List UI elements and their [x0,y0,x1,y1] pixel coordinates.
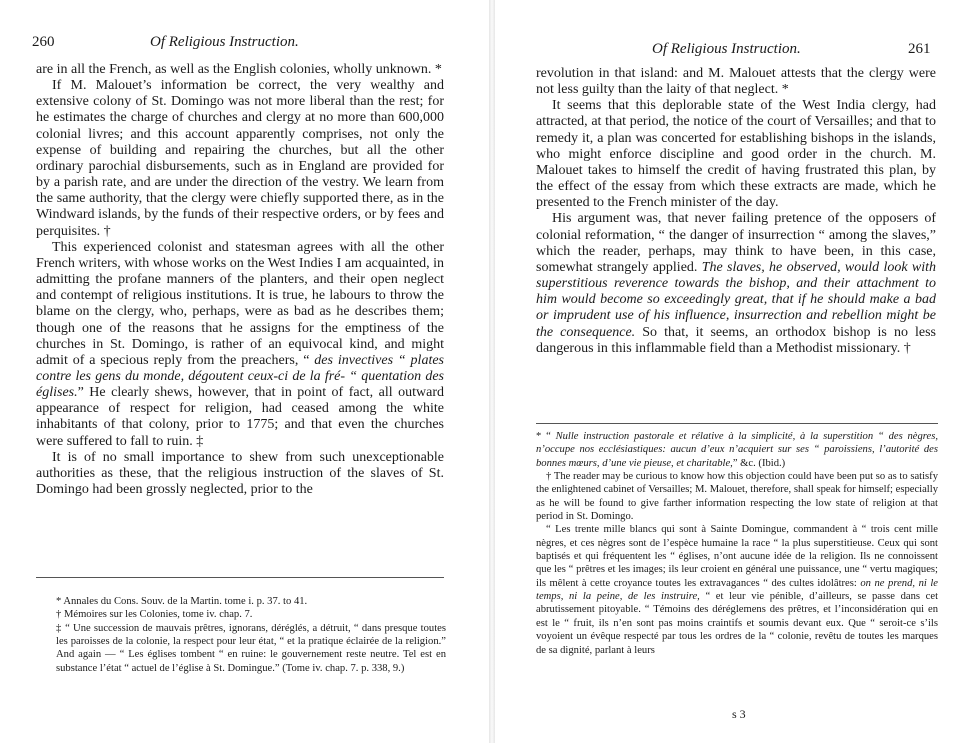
italic-quote: Nulle instruction pastorale et rélative à la simplicité, à la superstition “ des nègres, n’occupe nos ecclésiastiques: aucun d’eux n’acquiert sur ses “ paroissiens, l’autorité des bonnes mœurs, d’une vie pieuse, et charitable, [536,431,938,469]
left-running-title: Of Religious Instruction. [150,34,299,50]
book-gutter [489,0,495,743]
text-run: “ Les trente mille blancs qui sont à Sainte Domingue, commandent à “ trois cent mille nègres, et ces nègres sont de l’espèce humaine la race “ la plus superstitieuse. Ceux qui sont baptisés et qui fréquentent les “ églises, n’ont aucune idée de la religion. Ils ne connoissent que les “ prêtres et les images; ils leur croient en général une puissance, une “ vertu magiques; ils mêlent à cette croyance toutes les extravagances “ des cultes idolâtres: [536,524,938,589]
text-run: ” He clearly shews, however, that in point of fact, all outward appearance of respect for religion, had ceased among the white inhabitants of that colony, prior to 1775; and that even the churches were suffered to fall to ruin. ‡ [36,385,444,449]
left-footnotes [56,595,446,675]
text-run: His argument was, that never failing pretence of the opposers of colonial reformation, “ the danger of insurrection “ among the slaves,” which the reader, perhaps, may think to have been, in this case, somewhat strangely applied. [536,211,936,275]
text-run: † The reader may be curious to know how this objection could have been put so as to satisfy the enlightened cabinet of Versailles; M. Malouet, therefore, shall speak for himself; especially as he will be found to give farther information respecting the low state of religion at that period in St. Domingo. [536,471,938,523]
footnote: † Mémoires sur les Colonies, tome iv. chap. 7. [56,609,253,621]
right-footnote-rule [536,423,938,424]
left-footnote-rule [36,577,444,578]
italic-quote: des invectives “ plates contre les gens du monde, dégoutent ceux-ci de la fré- “ quentation des églises. [36,352,445,401]
text-run: This experienced colonist and statesman agrees with all the other French writers, with whose works on the West Indies I am acquainted, in admitting the profane manners of the planters, and their open neglect and contempt of religious institutions. It is true, he labours to throw the blame on the clergy, who, perhaps, were as bad as he describes them; though one of the reasons that he assigns for the emptiness of the churches in St. Domingo, is rather of an equivocal kind, and might admit of a specious reply from the preachers, “ [36,239,444,368]
right-body-paragraph [536,98,936,211]
footnote [536,470,938,523]
text-run: revolution in that island: and M. Malouet attests that the clergy were not less guilty than the laity of that neglect. * [536,66,936,98]
text-run: It is of no small importance to shew from such unexceptionable authorities as these, that the religious instruction of the slaves of St. Domingo had been grossly neglected, prior to the [36,449,444,498]
text-run: “ et leur vie pénible, d’ailleurs, se passe dans cet abrutissement pitoyable. “ Témoins des déréglemens des prêtres, et l’inconsidération qui en est le “ fruit, ils n’en sont pas moins craintifs et soumis devant eux. Que “ seroit-ce s’ils voyoient un évêque respecté par tous les ordres de la “ colonie, revêtu de toutes les marques de sa dignité, parlant à leurs [536,591,939,656]
right-page [496,0,980,743]
left-body-paragraph [36,78,444,240]
text-run: It seems that this deplorable state of the West India clergy, had attracted, at that period, the notice of the court of Versailles; and that to remedy it, a plan was concerted for establishing bishops in the islands, who might enforce discipline and good order in the church. M. Malouet takes to himself the credit of having frustrated this plan, by the effect of the essay from which these extracts are made, which he presented to the French minister of the day. [536,98,936,211]
footnote: * Annales du Cons. Souv. de la Martin. tome i. p. 37. to 41. [56,596,308,607]
footnote [536,430,938,470]
left-page [0,0,488,743]
italic-quote: on ne prend, ni le temps, ni la peine, de les instruire, [536,577,938,603]
text-run: are in all the French, as well as the English colonies, wholly unknown. * [36,62,442,77]
footnote [536,523,938,656]
text-run: ” &c. (Ibid.) [732,457,786,469]
text-run: So that, it seems, an orthodox bishop is no less dangerous in this inflammable field than a Methodist missionary. † [536,324,936,356]
footnote: ‡ “ Une succession de mauvais prêtres, ignorans, déréglés, a détruit, “ dans presque toutes les paroisses de la colonie, la respect pour leur état, “ et la pratique éclairée de la religion.” And again — “ Les églises tombent “ en ruine: le gouvernement reste neutre. Tel est en substance l’état “ actuel de l’église à St. Domingue.” (Tome iv. chap. 7. p. 338, 9.) [56,622,446,674]
left-body-text [36,62,444,498]
right-body-paragraph [536,211,936,356]
right-running-title: Of Religious Instruction. [652,41,801,57]
left-body-paragraph [36,240,444,450]
text-run: If M. Malouet’s information be correct, the very wealthy and extensive colony of St. Domingo was not more liberal than the rest; for he estimates the charge of churches and clergy at no more than 600,000 colonial livres; and this account apparently comprises, not only the expense of building and repairing the churches, but all the other ordinary parochial disbursements, such as in England are provided for by a parish rate, and are under the direction of the vestry. We learn from the same authority, that the clergy were chiefly supported there, as in the Windward islands, by the funds of their respective orders, or by fees and perquisites. † [36,78,444,239]
signature-mark: s 3 [732,707,746,721]
italic-quote: The slaves, he observed, would look with superstitious reverence towards the bishop, and their attachment to him would become so exceedingly great, that if he should make a bad or imprudent use of his influence, insurrection and rebellion might be the consequence. [536,259,936,340]
right-body-text [536,66,936,357]
right-body-paragraph [536,66,936,98]
left-body-paragraph [36,62,444,78]
right-page-number: 261 [908,41,931,57]
right-footnotes [536,430,938,657]
left-body-paragraph [36,450,444,498]
text-run: * “ [536,431,556,442]
left-page-number: 260 [32,34,55,50]
